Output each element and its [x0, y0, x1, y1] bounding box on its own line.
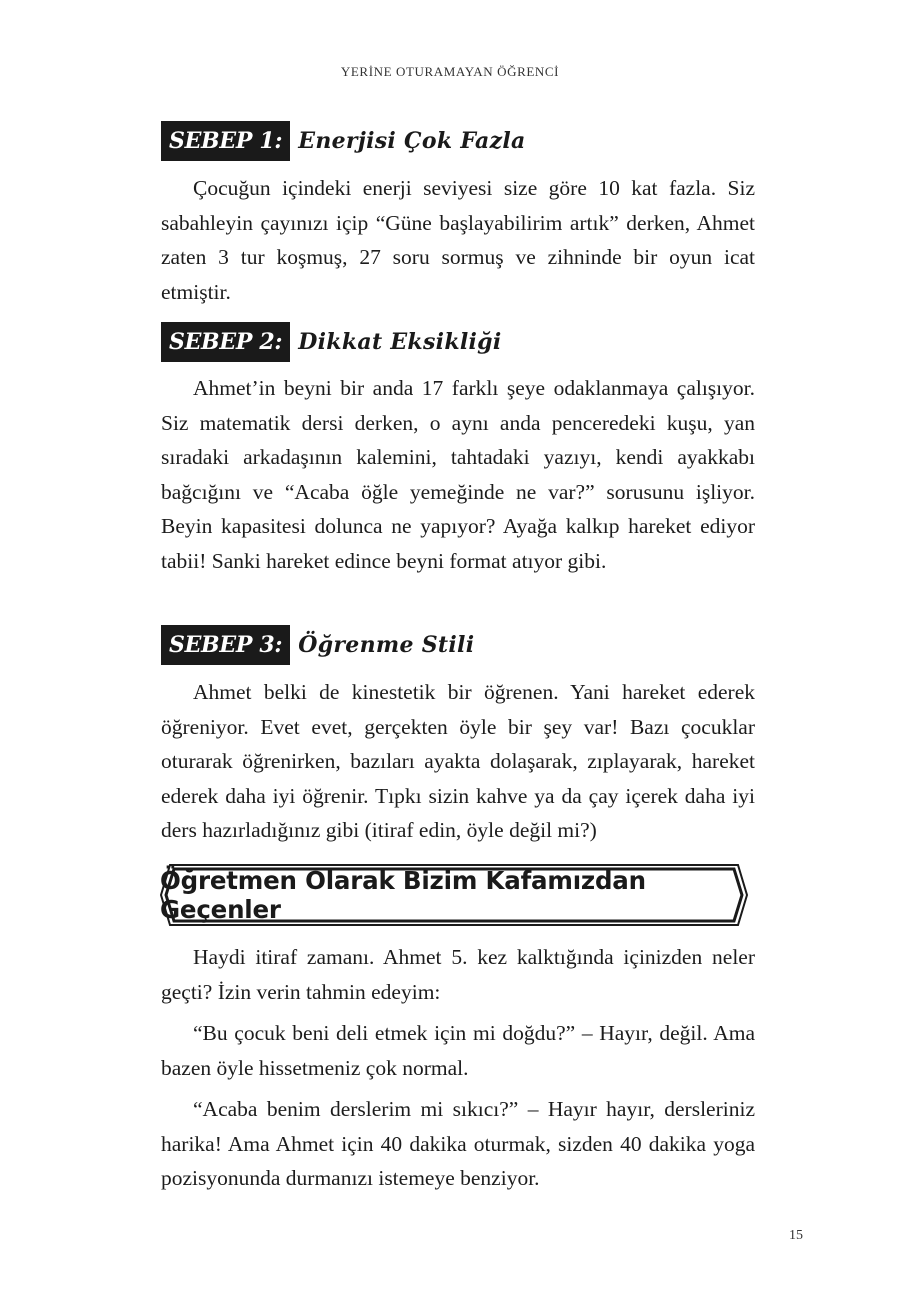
- section-paragraph: Ahmet belki de kinestetik bir öğrenen. Yani hareket ederek öğreniyor. Evet evet, gerçekten öyle bir şey var! Bazı çocuklar oturarak öğrenirken, bazıları ayakta dolaşarak, zıplayarak, hareket ederek daha iyi öğrenir. Tıpkı sizin kahve ya da çay içerek daha iyi ders hazırladığınız gibi (itiraf edin, öyle değil mi?): [161, 680, 755, 843]
- section-heading-3: [161, 625, 474, 665]
- section-title: Öğrenme Stili: [298, 632, 475, 658]
- closing-paragraph-2: “Bu çocuk beni deli etmek için mi doğdu?” – Hayır, değil. Ama bazen öyle hissetmeniz çok normal.: [161, 1021, 755, 1080]
- section-banner: [160, 864, 748, 926]
- section-heading-2: [161, 322, 502, 362]
- running-head: YERİNE OTURAMAYAN ÖĞRENCİ: [340, 64, 560, 79]
- section-heading-1: [161, 121, 526, 161]
- section-paragraph: Çocuğun içindeki enerji seviyesi size göre 10 kat fazla. Siz sabahleyin çayınızı içip “Güne başlayabilirim artık” derken, Ahmet zaten 3 tur koşmuş, 27 soru sormuş ve zihninde bir oyun icat etmiştir.: [161, 176, 755, 304]
- section-title: Dikkat Eksikliği: [298, 329, 502, 355]
- section-title: Enerjisi Çok Fazla: [298, 128, 526, 154]
- section-tag: SEBEP 1:: [161, 121, 290, 161]
- banner-title: Öğretmen Olarak Bizim Kafamızdan Geçenler: [160, 866, 646, 924]
- section-paragraph: Ahmet’in beyni bir anda 17 farklı şeye odaklanmaya çalışıyor. Siz matematik dersi derken, o aynı anda penceredeki kuşu, yan sıradaki arkadaşının kalemini, tahtadaki yazıyı, kendi ayakkabı bağcığını ve “Acaba öğle yemeğinde ne var?” sorusunu işliyor. Beyin kapasitesi dolunca ne yapıyor? Ayağa kalkıp hareket ediyor tabii! Sanki hareket edince beyni format atıyor gibi.: [161, 376, 755, 573]
- closing-paragraph-3: “Acaba benim derslerim mi sıkıcı?” – Hayır hayır, dersleriniz harika! Ama Ahmet için 40 dakika oturmak, sizden 40 dakika yoga pozisyonunda durmanızı istemeye benziyor.: [161, 1097, 755, 1191]
- section-tag: SEBEP 2:: [161, 322, 290, 362]
- closing-paragraph-1: Haydi itiraf zamanı. Ahmet 5. kez kalktığında içinizden neler geçti? İzin verin tahmin edeyim:: [161, 945, 755, 1004]
- section-tag: SEBEP 3:: [161, 625, 290, 665]
- page-number: 15: [789, 1228, 803, 1243]
